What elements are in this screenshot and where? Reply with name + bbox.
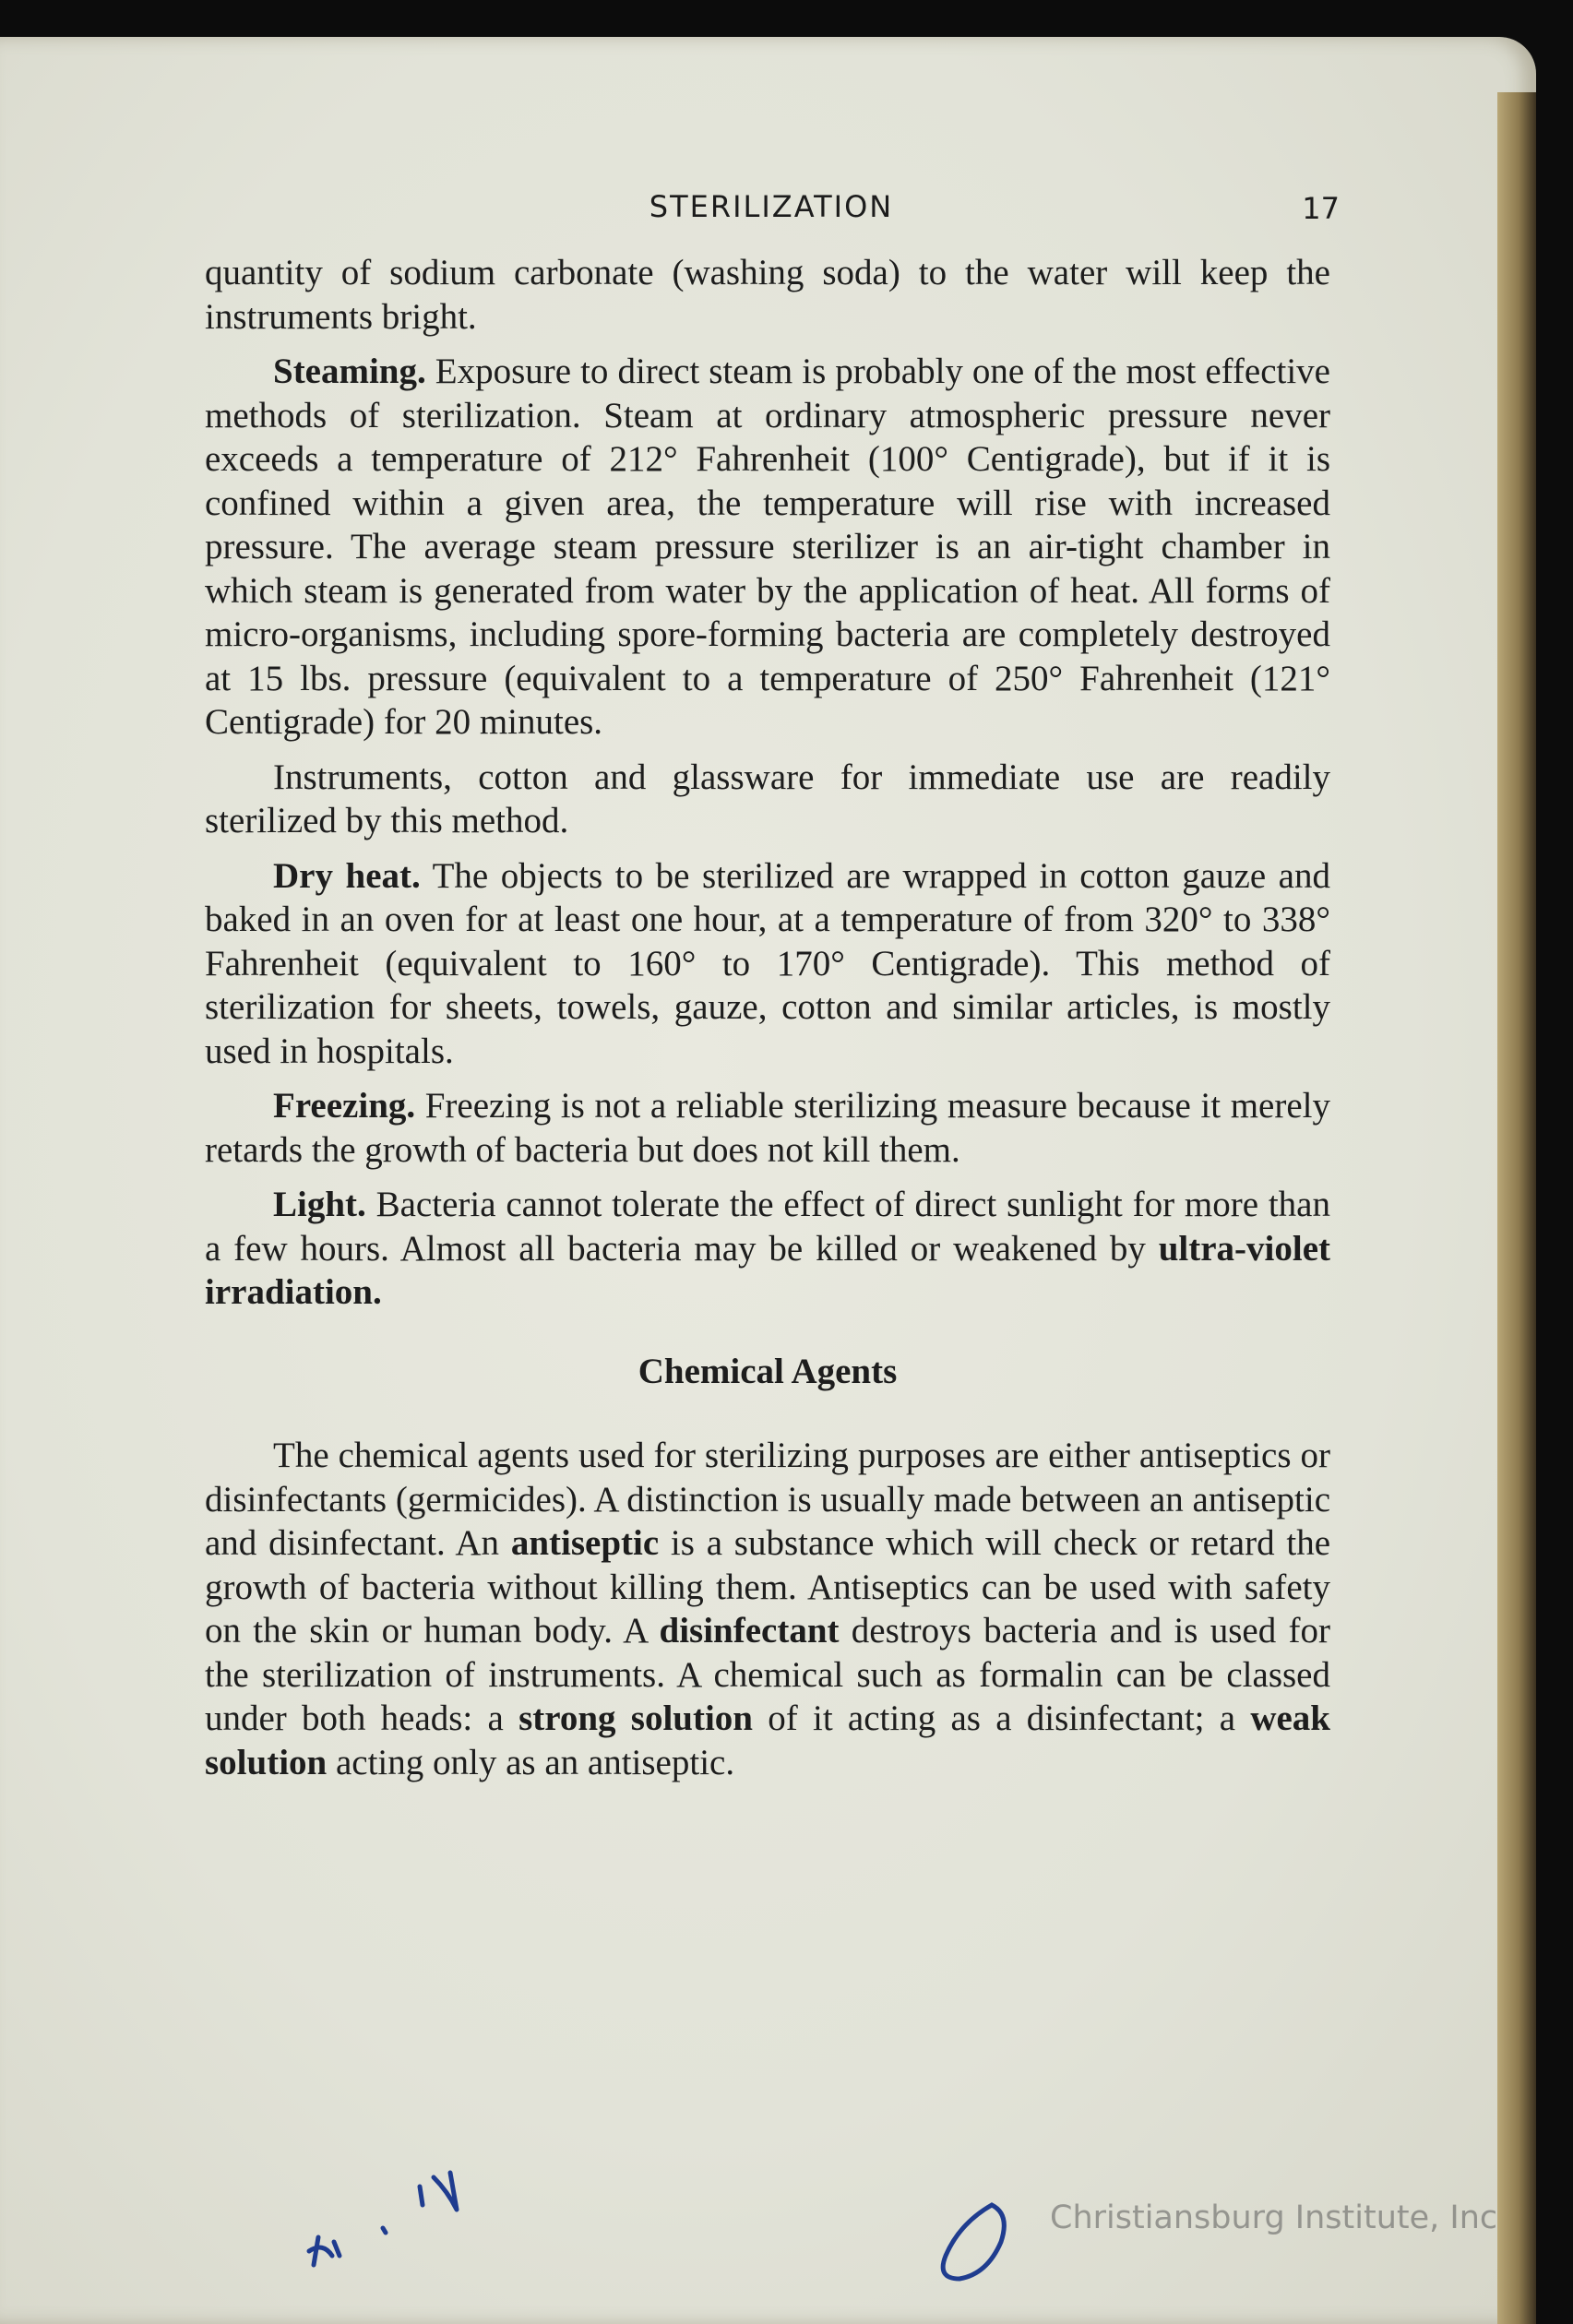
- paragraph-dry-heat: [205, 854, 1330, 1074]
- running-head: [205, 189, 1338, 235]
- chem-text-3: destroys bacteria and is used for the sterilization of instruments. A chemical such as formalin can be classed under both heads: a: [205, 1611, 1330, 1738]
- chem-text-1: The chemical agents used for sterilizing purposes are either antiseptics or disinfectants (germicides). A distinction is usually made between an antiseptic and disinfectant. An: [205, 1436, 1330, 1563]
- paragraph-steaming: [205, 350, 1330, 745]
- chem-text-4: of it acting as a disinfectant; a: [753, 1698, 1251, 1738]
- paragraph-lead-steaming: Steaming.: [273, 352, 426, 391]
- paragraph-bold-uv: ultra-violet irradiation.: [205, 1228, 1330, 1312]
- paragraph-lead-light: Light.: [273, 1185, 366, 1224]
- paragraph-chemical-agents: [205, 1434, 1330, 1784]
- paragraph-freezing: [205, 1084, 1330, 1172]
- chapter-title: STERILIZATION: [649, 189, 894, 224]
- chem-text-5: acting only as an antiseptic.: [327, 1742, 735, 1782]
- body-text: [205, 251, 1330, 1795]
- paragraph-text-light: Bacteria cannot tolerate the effect of direct sunlight for more than a few hours. Almost all bacteria may be killed or weakened by: [205, 1185, 1330, 1269]
- chem-bold-antiseptic: antiseptic: [510, 1523, 660, 1563]
- paragraph-lead-dry-heat: Dry heat.: [273, 855, 421, 896]
- paragraph-light: [205, 1183, 1330, 1315]
- chem-text-2: is a substance which will check or retard the growth of bacteria without killing them. Antiseptics can be used with safety on the skin or human body. A: [205, 1523, 1330, 1651]
- section-heading: Chemical Agents: [638, 1351, 898, 1391]
- watermark: Christiansburg Institute, Inc: [1050, 2199, 1498, 2236]
- chem-bold-disinfectant: disinfectant: [659, 1611, 840, 1651]
- paragraph-continuation: quantity of sodium carbonate (washing soda) to the water will keep the instruments bright.: [205, 253, 1330, 337]
- page-edge: [1497, 92, 1536, 2324]
- paragraph-text-freezing: Freezing is not a reliable sterilizing measure because it merely retards the growth of bacteria but does not kill them.: [205, 1086, 1330, 1170]
- paragraph-instruments: Instruments, cotton and glassware for immediate use are readily sterilized by this method.: [205, 757, 1330, 840]
- paragraph-text-dry-heat: The objects to be sterilized are wrapped in cotton gauze and baked in an oven for at least one hour, at a temperature of from 320° to 338° Fahrenheit (equivalent to 160° to 170° Centigrade). This method of sterilization for sheets, towels, gauze, cotton and similar articles, is mostly used in hospitals.: [205, 855, 1330, 1071]
- chem-bold-weak-solution: weak solution: [205, 1698, 1330, 1782]
- chem-bold-strong-solution: strong solution: [518, 1698, 754, 1738]
- paragraph-text-steaming: Exposure to direct steam is probably one of the most effective methods of sterilization. Steam at ordinary atmospheric pressure never exceeds a temperature of 212° Fahrenheit (100° Centigrade), but if it is confined within a given area, the temperature will rise with increased pressure. The average steam pressure sterilizer is an air-tight chamber in which steam is generated from water by the application of heat. All forms of micro-organisms, including spore-forming bacteria are completely destroyed at 15 lbs. pressure (equivalent to a temperature of 250° Fahrenheit (121° Centigrade) for 20 minutes.: [205, 352, 1330, 742]
- page-number: 17: [1302, 191, 1340, 226]
- paragraph-lead-freezing: Freezing.: [273, 1086, 416, 1126]
